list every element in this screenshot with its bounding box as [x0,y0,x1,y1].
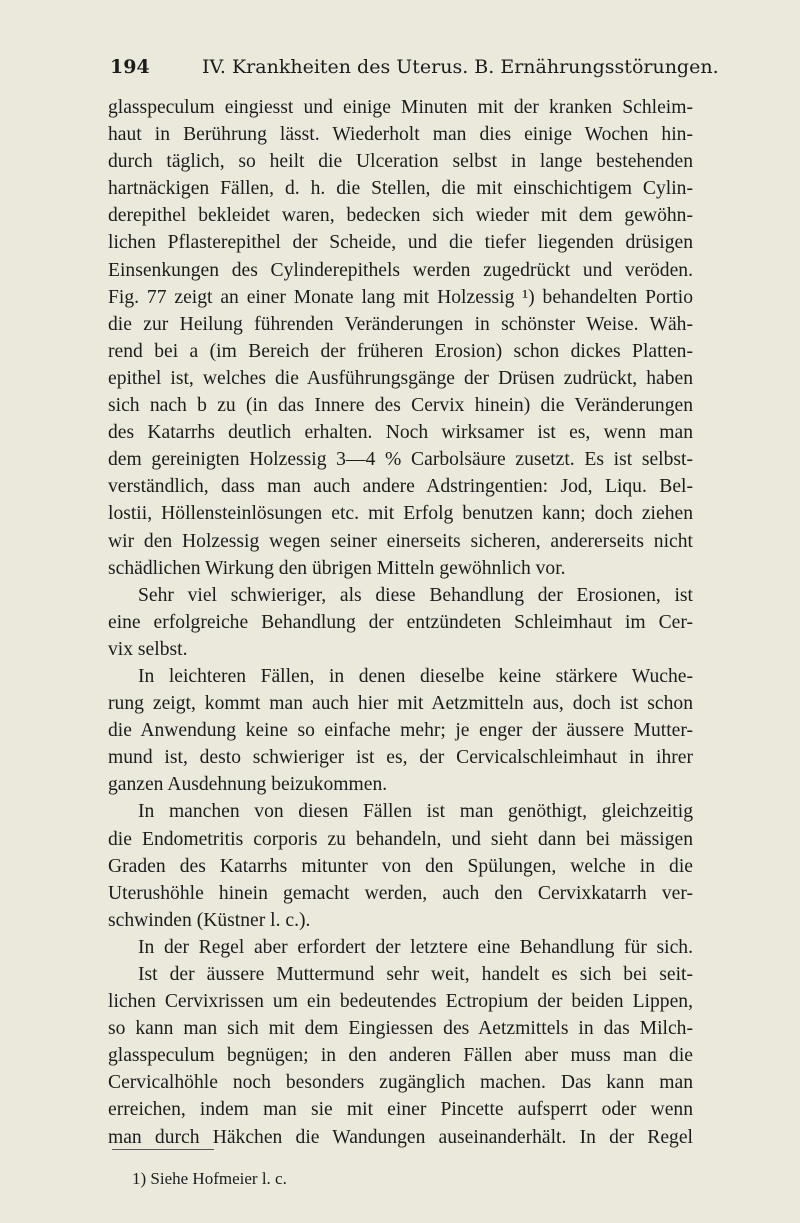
text-line: In manchen von diesen Fällen ist man genöthigt, gleichzeitig [138,801,693,823]
running-header [110,54,719,80]
text-line: eine erfolgreiche Behandlung der entzündeten Schleimhaut im Cer- [108,611,693,633]
text-line: die Endometritis corporis zu behandeln, und sieht dann bei mässigen [108,828,693,850]
text-line: schädlichen Wirkung den übrigen Mitteln gewöhnlich vor. [108,557,566,579]
text-line: rung zeigt, kommt man auch hier mit Aetzmitteln aus, doch ist schon [108,693,693,715]
text-line: Uterushöhle hinein gemacht werden, auch den Cervixkatarrh ver- [108,882,693,904]
text-line: epithel ist, welches die Ausführungsgänge der Drüsen zudrückt, haben [108,367,693,389]
page-number: 194 [110,56,150,78]
text-line: Fig. 77 zeigt an einer Monate lang mit Holzessig ¹) behandelten Portio [108,286,693,308]
text-line: durch täglich, so heilt die Ulceration selbst in lange bestehenden [108,151,693,173]
body-text [108,94,693,1151]
text-line: Ist der äussere Muttermund sehr weit, handelt es sich bei seit- [138,964,693,985]
text-line: erreichen, indem man sie mit einer Pincette aufsperrt oder wenn [108,1099,693,1121]
text-line: dem gereinigten Holzessig 3—4 % Carbolsäure zusetzt. Es ist selbst- [108,449,693,471]
text-line: Cervicalhöhle noch besonders zugänglich machen. Das kann man [108,1072,693,1094]
text-line: mund ist, desto schwieriger ist es, der Cervicalschleimhaut in ihrer [108,747,693,769]
text-line: wir den Holzessig wegen seiner einerseits sicheren, andererseits nicht [108,530,693,552]
running-title: IV. Krankheiten des Uterus. B. Ernährungsstörungen. [202,56,719,78]
text-line: glasspeculum begnügen; in den anderen Fällen aber muss man die [108,1045,693,1067]
text-line: derepithel bekleidet waren, bedecken sich wieder mit dem gewöhn- [108,205,693,227]
text-line: lostii, Höllensteinlösungen etc. mit Erfolg benutzen kann; doch ziehen [108,503,693,525]
footnote: 1) Siehe Hofmeier l. c. [132,1169,287,1188]
text-line: vix selbst. [108,638,188,660]
text-line: Graden des Katarrhs mitunter von den Spülungen, welche in die [108,855,693,877]
footnote-rule [112,1149,214,1150]
text-line: Einsenkungen des Cylinderepithels werden zugedrückt und veröden. [108,259,693,281]
text-line: lichen Pflasterepithel der Scheide, und die tiefer liegenden drüsigen [108,232,693,254]
text-line: glasspeculum eingiesst und einige Minuten mit der kranken Schleim- [108,97,693,118]
text-line: so kann man sich mit dem Eingiessen des Aetzmittels in das Milch- [108,1018,693,1040]
text-line: Sehr viel schwieriger, als diese Behandlung der Erosionen, ist [138,584,693,606]
text-line: hartnäckigen Fällen, d. h. die Stellen, die mit einschichtigem Cylin- [108,178,693,200]
text-line: sich nach b zu (in das Innere des Cervix hinein) die Veränderungen [108,395,693,417]
text-line: die zur Heilung führenden Veränderungen in schönster Weise. Wäh- [108,313,693,335]
text-line: verständlich, dass man auch andere Adstringentien: Jod, Liqu. Bel- [108,476,693,498]
text-line: In leichteren Fällen, in denen dieselbe keine stärkere Wuche- [138,665,693,687]
text-line: die Anwendung keine so einfache mehr; je enger der äussere Mutter- [108,720,693,742]
text-line: rend bei a (im Bereich der früheren Erosion) schon dickes Platten- [108,340,693,362]
text-line: lichen Cervixrissen um ein bedeutendes Ectropium der beiden Lippen, [108,991,693,1013]
text-line: man durch Häkchen die Wandungen auseinanderhält. In der Regel [108,1126,693,1148]
text-line: des Katarrhs deutlich erhalten. Noch wirksamer ist es, wenn man [108,422,693,444]
text-line: schwinden (Küstner l. c.). [108,909,311,931]
text-line: In der Regel aber erfordert der letztere eine Behandlung für sich. [138,936,693,958]
text-line: ganzen Ausdehnung beizukommen. [108,774,388,796]
text-line: haut in Berührung lässt. Wiederholt man dies einige Wochen hin- [108,124,693,146]
